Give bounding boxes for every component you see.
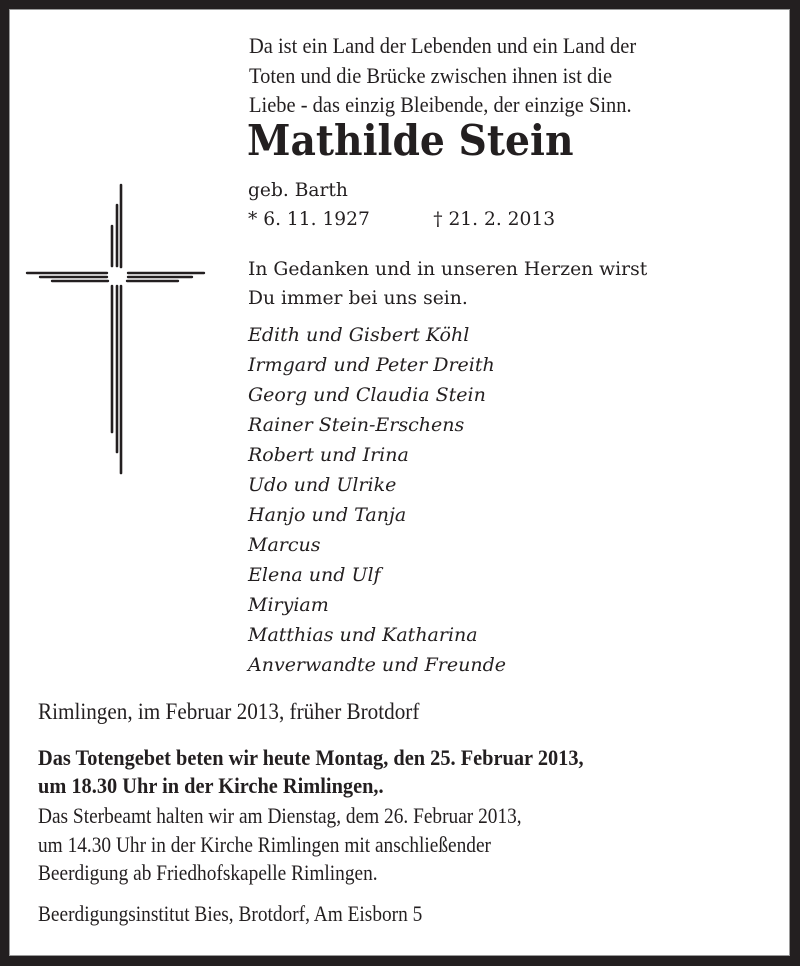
prayer-announcement (38, 744, 584, 800)
poem-line: Da ist ein Land der Lebenden und ein Land der (249, 33, 637, 58)
poem-line: Liebe - das einzig Bleibende, der einzige Sinn. (249, 92, 632, 117)
birth-date: * 6. 11. 1927 (248, 208, 370, 230)
mourner-entry: Irmgard und Peter Dreith (248, 354, 495, 376)
mourner-entry: Georg und Claudia Stein (248, 384, 486, 406)
mourners-list (248, 320, 506, 680)
mourner-entry: Anverwandte und Freunde (248, 654, 506, 676)
mourner-entry: Matthias und Katharina (248, 624, 478, 646)
maiden-name: geb. Barth (248, 179, 348, 201)
life-dates (248, 205, 556, 233)
mourner-entry: Marcus (248, 534, 321, 556)
remembrance-text (248, 255, 647, 313)
requiem-line: um 14.30 Uhr in der Kirche Rimlingen mit anschließender (38, 831, 492, 857)
funeral-home: Beerdigungsinstitut Bies, Brotdorf, Am Eisborn 5 (38, 901, 423, 926)
poem-verse (249, 31, 636, 120)
place-and-date: Rimlingen, im Februar 2013, früher Brotdorf (38, 699, 420, 724)
prayer-line: Das Totengebet beten wir heute Montag, den 25. Februar 2013, (38, 745, 584, 770)
remembrance-line: In Gedanken und in unseren Herzen wirst (248, 258, 648, 280)
requiem-line: Das Sterbeamt halten wir am Dienstag, dem 26. Februar 2013, (38, 803, 522, 828)
mourner-entry: Elena und Ulf (248, 564, 381, 586)
mourner-entry: Miryiam (248, 594, 329, 616)
mourner-entry: Edith und Gisbert Köhl (248, 324, 470, 346)
mourner-entry: Rainer Stein-Erschens (248, 414, 465, 436)
requiem-line: Beerdigung ab Friedhofskapelle Rimlingen. (38, 860, 378, 885)
mourner-entry: Udo und Ulrike (248, 474, 397, 496)
mourner-entry: Robert und Irina (248, 444, 409, 466)
mourner-entry: Hanjo und Tanja (248, 504, 407, 526)
death-date: † 21. 2. 2013 (433, 208, 556, 230)
requiem-announcement (38, 802, 522, 888)
prayer-line: um 18.30 Uhr in der Kirche Rimlingen,. (38, 773, 384, 798)
deceased-name: Mathilde Stein (247, 116, 574, 165)
remembrance-line: Du immer bei uns sein. (248, 287, 468, 309)
poem-line: Toten und die Brücke zwischen ihnen ist die (249, 62, 613, 88)
